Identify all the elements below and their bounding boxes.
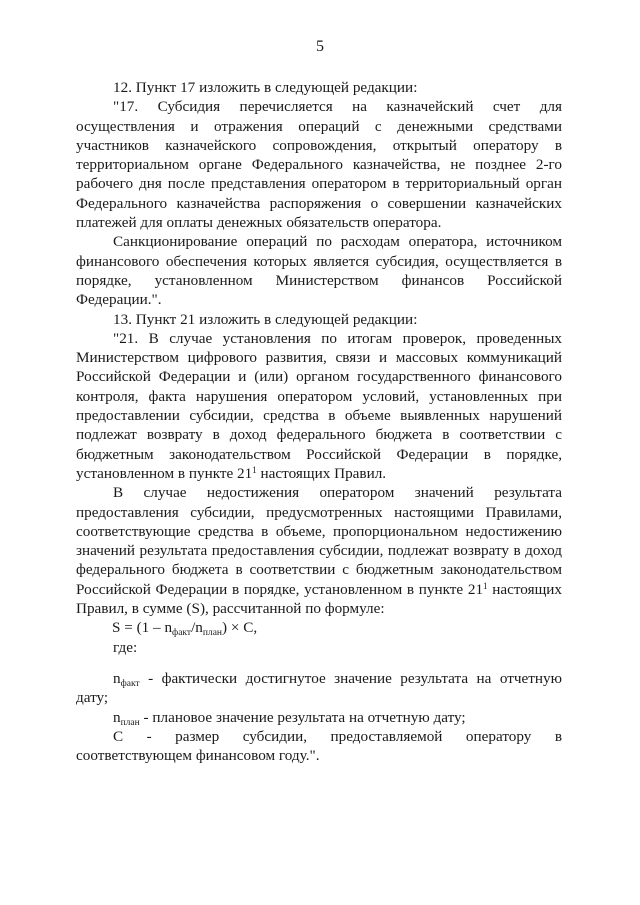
- where-label: где:: [113, 638, 138, 656]
- formula-expression: [112, 618, 257, 637]
- definition-c: С - размер субсидии, предоставляемой оператору в соответствующем финансовом году.".: [76, 727, 562, 765]
- formula-sub-fact: факт: [172, 628, 192, 639]
- clause-21-text: "21. В случае установления по итогам проверок, проведенных Министерством цифрового развития, связи и массовых коммуникаций Российской Федерации и (или) органом государственного финансового контроля, факта нарушения оператором условий, установленных при предоставлении субсидии, средства в объеме выявленных нарушений подлежат возврату в доход федерального бюджета в соответствии с бюджетным законодательством Российской Федерации в порядке, установленном в пункте 21: [76, 329, 562, 482]
- superscript: 1: [483, 580, 488, 591]
- paragraph-item-12: 12. Пункт 17 изложить в следующей редакции:: [113, 79, 418, 96]
- definition-n-fact: [76, 669, 562, 708]
- definition-n-plan-text: - плановое значение результата на отчетную дату;: [139, 708, 466, 726]
- non-achievement-text-end: настоящих Правил, в сумме (S), рассчитанной по формуле:: [76, 580, 562, 618]
- non-achievement-text: В случае недостижения оператором значений результата предоставления субсидии, предусмотренных настоящими Правилами, соответствующие средства в объеме, пропорциональном недостижению значений результата предоставления субсидии, подлежат возврату в доход федерального бюджета в соответствии с бюджетным законодательством Российской Федерации в порядке, установленном в пункте 21: [76, 484, 562, 598]
- paragraph-item-13: 13. Пункт 21 изложить в следующей редакции:: [113, 310, 418, 328]
- symbol-sub-plan: план: [120, 717, 140, 728]
- paragraph-clause-17: "17. Субсидия перечисляется на казначейский счет для осуществления и отражения операций с денежными средствами участников казначейского сопровождения, открытый оператору в территориальном органе Федерального казначейства, не позднее 2-го рабочего дня после представления оператором в территориальный орган Федерального казначейства распоряжения о совершении казначейских платежей для оплаты денежных обязательств оператора.: [76, 98, 562, 232]
- paragraph-authorization: Санкционирование операций по расходам оператора, источником финансового обеспечения которых является субсидия, осуществляется в порядке, установленном Министерством финансов Российской Федерации.".: [76, 233, 562, 309]
- formula-sub-plan: план: [202, 628, 223, 639]
- definition-n-fact-text: - фактически достигнутое значение результата на отчетную дату;: [76, 669, 562, 707]
- formula-prefix: S = (1 – n: [112, 619, 173, 637]
- definition-n-plan: [76, 708, 562, 727]
- page-number: 5: [316, 38, 324, 55]
- formula-slash: /n: [191, 619, 203, 637]
- formula-suffix: ) × С,: [222, 619, 258, 637]
- paragraph-non-achievement: [76, 483, 562, 618]
- superscript: 1: [252, 464, 257, 475]
- symbol-n: n: [113, 708, 121, 726]
- symbol-n: n: [113, 669, 121, 687]
- document-body: [76, 78, 562, 765]
- formula: [76, 618, 562, 637]
- symbol-sub-fact: факт: [120, 678, 140, 689]
- clause-21-text-end: настоящих Правил.: [256, 464, 387, 482]
- paragraph-clause-21: [76, 329, 562, 483]
